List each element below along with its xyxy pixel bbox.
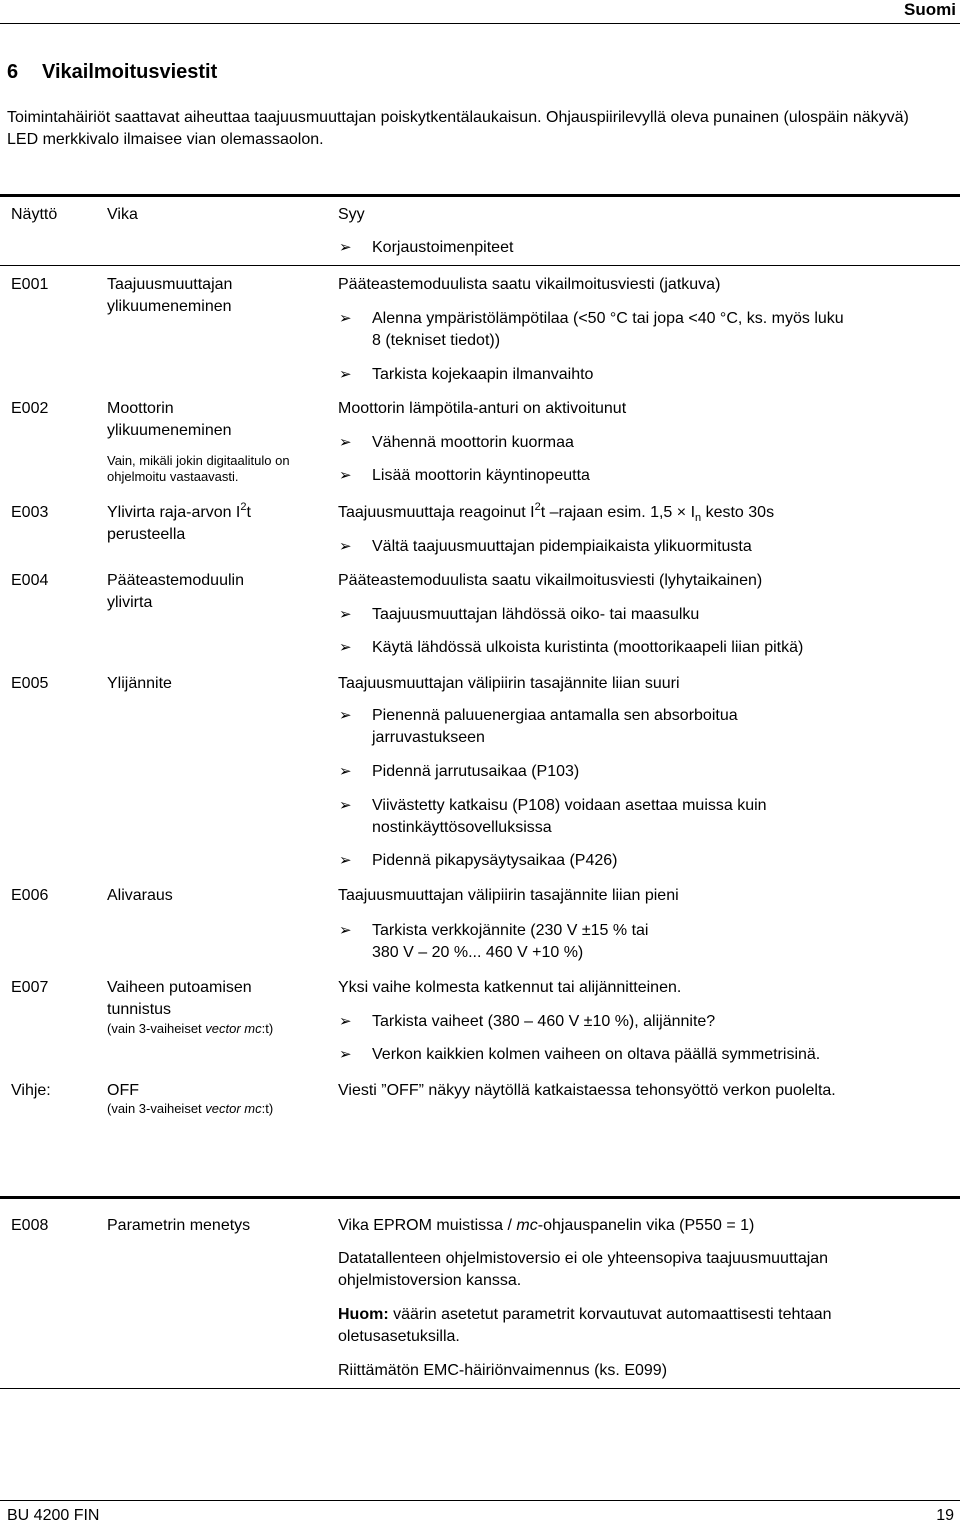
cause-e006: Taajuusmuuttajan välipiirin tasajännite liian pieni — [338, 887, 679, 904]
table-top-rule — [0, 194, 960, 197]
cause-e002: Moottorin lämpötila-anturi on aktivoitunut — [338, 400, 627, 417]
col-header-cause: Syy — [338, 206, 365, 223]
bullet-icon: ➢ — [339, 239, 352, 256]
bullet-icon: ➢ — [339, 434, 352, 451]
action-e005-4: Pidennä pikapysäytysaikaa (P426) — [372, 852, 618, 869]
action-e001-1: Alenna ympäristölämpötilaa (<50 °C tai jopa <40 °C, ks. myös luku 8 (tekniset tiedot)) — [372, 310, 844, 349]
bullet-icon: ➢ — [339, 639, 352, 656]
bullet-icon: ➢ — [339, 606, 352, 623]
bullet-icon: ➢ — [339, 366, 352, 383]
code-e001: E001 — [11, 276, 49, 293]
action-e002-2: Lisää moottorin käyntinopeutta — [372, 467, 590, 484]
action-e007-1: Tarkista vaiheet (380 – 460 V ±10 %), alijännite? — [372, 1013, 716, 1030]
action-e005-1: Pienennä paluuenergiaa antamalla sen absorboitua jarruvastukseen — [372, 707, 738, 746]
action-e005-2: Pidennä jarrutusaikaa (P103) — [372, 763, 580, 780]
fault-e008: Parametrin menetys — [107, 1217, 251, 1234]
fault-e007: Vaiheen putoamisen tunnistus — [107, 979, 252, 1018]
bullet-icon: ➢ — [339, 707, 352, 724]
footer-page-number: 19 — [936, 1507, 954, 1524]
cause-e008-2: Datatallenteen ohjelmistoversio ei ole yhteensopiva taajuusmuuttajan ohjelmistoversion kanssa. — [338, 1250, 829, 1289]
fault-e005: Ylijännite — [107, 675, 172, 692]
code-e004: E004 — [11, 572, 49, 589]
bullet-icon: ➢ — [339, 763, 352, 780]
code-e002: E002 — [11, 400, 49, 417]
code-e008: E008 — [11, 1217, 49, 1234]
bullet-icon: ➢ — [339, 797, 352, 814]
fault-e002: Moottorin ylikuumeneminen — [107, 400, 232, 439]
action-e001-2: Tarkista kojekaapin ilmanvaihto — [372, 366, 594, 383]
section-number: 6 — [7, 61, 19, 83]
footer-rule — [0, 1500, 960, 1501]
col-header-fault: Vika — [107, 206, 138, 223]
bullet-icon: ➢ — [339, 852, 352, 869]
cause-e003: Taajuusmuuttaja reagoinut $I^2t$ –rajaan esim. $1,5 \times I_n$ kesto 30s — [338, 500, 775, 525]
fault-e004: Pääteastemoduulin ylivirta — [107, 572, 244, 611]
fault-e003: Ylivirta raja-arvon $I^2t$ perusteella — [107, 500, 251, 543]
code-hint: Vihje: — [11, 1082, 51, 1099]
cause-hint: Viesti ”OFF” näkyy näytöllä katkaistaessa tehonsyöttö verkon puolelta. — [338, 1082, 836, 1099]
code-e006: E006 — [11, 887, 49, 904]
action-e006-1: Tarkista verkkojännite (230 V ±15 % tai 380 V – 20 %... 460 V +10 %) — [372, 922, 649, 961]
code-e007: E007 — [11, 979, 49, 996]
cause-e004: Pääteastemoduulista saatu vikailmoitusviesti (lyhytaikainen) — [338, 572, 763, 589]
fault-e006: Alivaraus — [107, 887, 173, 904]
note-hint: (vain 3-vaiheiset vector mc:t) — [107, 1101, 274, 1116]
bullet-icon: ➢ — [339, 922, 352, 939]
cause-e001: Pääteastemoduulista saatu vikailmoitusviesti (jatkuva) — [338, 276, 721, 293]
note-e007: (vain 3-vaiheiset vector mc:t) — [107, 1021, 274, 1036]
footer-doc-id: BU 4200 FIN — [7, 1507, 100, 1524]
table2-bottom-rule — [0, 1388, 960, 1389]
bullet-icon: ➢ — [339, 538, 352, 555]
action-e004-1: Taajuusmuuttajan lähdössä oiko- tai maasulku — [372, 606, 700, 623]
code-e005: E005 — [11, 675, 49, 692]
action-e003-1: Vältä taajuusmuuttajan pidempiaikaista ylikuormitusta — [372, 538, 752, 555]
fault-e001: Taajuusmuuttajan ylikuumeneminen — [107, 276, 233, 315]
table2-top-rule — [0, 1196, 960, 1199]
header-rule — [0, 23, 960, 24]
col-header-actions: Korjaustoimenpiteet — [372, 239, 514, 256]
section-title: Vikailmoitusviestit — [42, 61, 218, 83]
bullet-icon: ➢ — [339, 1013, 352, 1030]
action-e002-1: Vähennä moottorin kuormaa — [372, 434, 574, 451]
code-e003: E003 — [11, 504, 49, 521]
bullet-icon: ➢ — [339, 1046, 352, 1063]
action-e007-2: Verkon kaikkien kolmen vaiheen on oltava päällä symmetrisinä. — [372, 1046, 821, 1063]
cause-e007: Yksi vaihe kolmesta katkennut tai alijännitteinen. — [338, 979, 682, 996]
language-label: Suomi — [904, 0, 956, 19]
action-e004-2: Käytä lähdössä ulkoista kuristinta (moottorikaapeli liian pitkä) — [372, 639, 804, 656]
intro-paragraph: Toimintahäiriöt saattavat aiheuttaa taajuusmuuttajan poiskytkentälaukaisun. Ohjauspiirilevyllä oleva punainen (ulospäin näkyvä) LED merkkivalo ilmaisee vian olemassaolon. — [7, 109, 909, 148]
note-e008: Huom: väärin asetetut parametrit korvautuvat automaattisesti tehtaan oletusasetuksilla. — [338, 1306, 832, 1345]
cause-e008: Vika EPROM muistissa / mc-ohjauspanelin vika (P550 = 1) — [338, 1217, 755, 1234]
table-header-rule — [0, 265, 960, 266]
note-e002: Vain, mikäli jokin digitaalitulo on ohjelmoitu vastaavasti. — [107, 453, 290, 484]
cause-e008-4: Riittämätön EMC-häiriönvaimennus (ks. E099) — [338, 1362, 668, 1379]
action-e005-3: Viivästetty katkaisu (P108) voidaan asettaa muissa kuin nostinkäyttösovelluksissa — [372, 797, 767, 836]
cause-e005: Taajuusmuuttajan välipiirin tasajännite liian suuri — [338, 675, 680, 692]
col-header-display: Näyttö — [11, 206, 58, 223]
section-heading — [7, 60, 217, 84]
bullet-icon: ➢ — [339, 310, 352, 327]
bullet-icon: ➢ — [339, 467, 352, 484]
fault-hint: OFF — [107, 1082, 139, 1099]
